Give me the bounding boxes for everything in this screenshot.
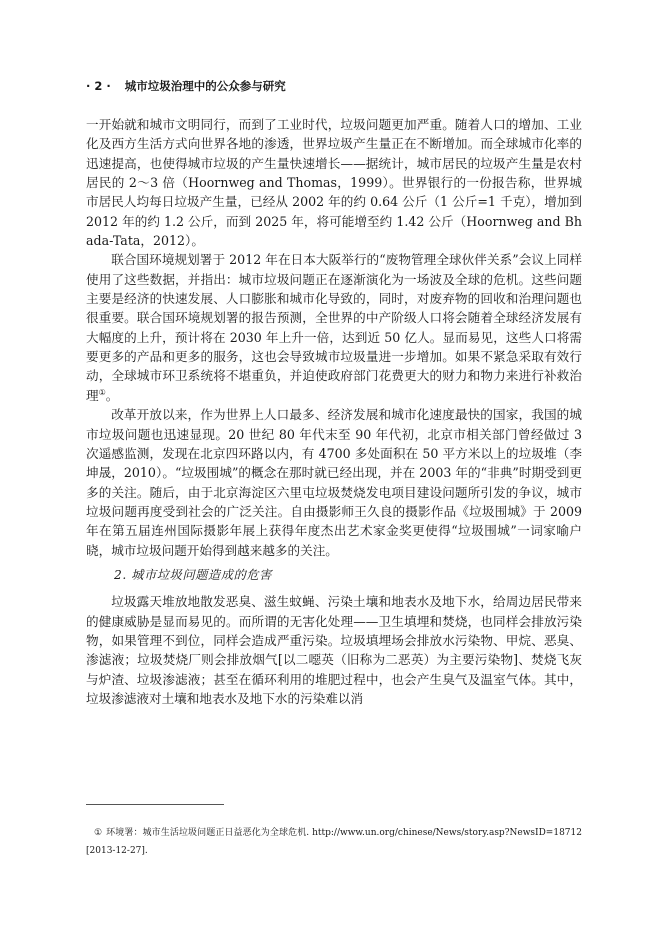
footnote-text: 环境署：城市生活垃圾问题正日益恶化为全球危机. http://www.un.org/chinese/News/story.asp?NewsID=18712[2013-12-27]. — [86, 828, 582, 856]
footnote-reference[interactable]: ① — [98, 387, 106, 397]
paragraph-unep-end: 。 — [105, 387, 119, 403]
running-title: 城市垃圾治理中的公众参与研究 — [124, 79, 286, 93]
footnote — [86, 824, 582, 860]
paragraph-unep — [86, 250, 582, 405]
page-number: · 2 · — [86, 79, 111, 93]
paragraph-china: 改革开放以来，作为世界上人口最多、经济发展和城市化速度最快的国家，我国的城市垃圾问题也迅速显现。20 世纪 80 年代末至 90 年代初，北京市相关部门曾经做过 3 次遥感监测，发现在北京四环路以内，有 4700 多处面积在 50 平方米以上的垃圾堆（李坤晟，2010）。“垃圾围城”的概念在那时就已经出现，并在 2003 年的“非典”时期受到更多的关注。随后，由于北京海淀区六里屯垃圾焚烧发电项目建设问题所引发的争议，城市垃圾问题再度受到社会的广泛关注。自由摄影师王久良的摄影作品《垃圾围城》于 2009 年在第五届连州国际摄影年展上获得年度杰出艺术家金奖更使得“垃圾围城”一词家喻户晓，城市垃圾问题开始得到越来越多的关注。 — [86, 407, 582, 558]
section-heading: 2. 城市垃圾问题造成的危害 — [114, 567, 272, 582]
paragraph-continued: 一开始就和城市文明同行，而到了工业时代，垃圾问题更加严重。随着人口的增加、工业化及西方生活方式向世界各地的渗透，世界垃圾产生量正在不断增加。而全球城市化率的迅速提高，也使得城市垃圾的产生量快速增长——据统计，城市居民的垃圾产生量是农村居民的 2～3 倍（Hoornweg and Thomas，1999）。世界银行的一份报告称，世界城市居民人均每日垃圾产生量，已经从 2002 年的约 0.64 公斤（1 公斤=1 千克），增加到 2012 年的约 1.2 公斤，而到 2025 年，将可能增至约 1.42 公斤（Hoornweg and Bhada-Tata，2012）。 — [86, 117, 582, 249]
paragraph-unep-text: 联合国环境规划署于 2012 年在日本大阪举行的“废物管理全球伙伴关系”会议上同样使用了这些数据，并指出：城市垃圾问题正在逐渐演化为一场波及全球的危机。这些问题主要是经济的快速发展、人口膨胀和城市化导致的，同时，对废弃物的回收和治理问题也很重要。联合国环境规划署的报告预测，全世界的中产阶级人口将会随着全球经济发展有大幅度的上升，预计将在 2030 年上升一倍，达到近 50 亿人。显而易见，这些人口将需要更多的产品和更多的服务，这也会导致城市垃圾量进一步增加。如果不紧急采取有效行动，全球城市环卫系统将不堪重负，并迫使政府部门花费更大的财力和物力来进行补救治理 — [86, 252, 582, 403]
running-header — [86, 78, 286, 94]
paragraph-hazards: 垃圾露天堆放地散发恶臭、滋生蚊蝇、污染土壤和地表水及地下水，给周边居民带来的健康威胁是显而易见的。而所谓的无害化处理——卫生填埋和焚烧，也同样会排放污染物，如果管理不到位，同样会造成严重污染。垃圾填埋场会排放水污染物、甲烷、恶臭、渗滤液；垃圾焚烧厂则会排放烟气[以二噁英（旧称为二恶英）为主要污染物]、焚烧飞灰与炉渣、垃圾渗滤液；甚至在循环利用的堆肥过程中，也会产生臭气及温室气体。其中，垃圾渗滤液对土壤和地表水及地下水的污染难以消 — [86, 594, 582, 706]
body-text — [86, 115, 582, 708]
footnote-mark: ① — [94, 828, 103, 838]
footnote-divider — [86, 804, 224, 805]
